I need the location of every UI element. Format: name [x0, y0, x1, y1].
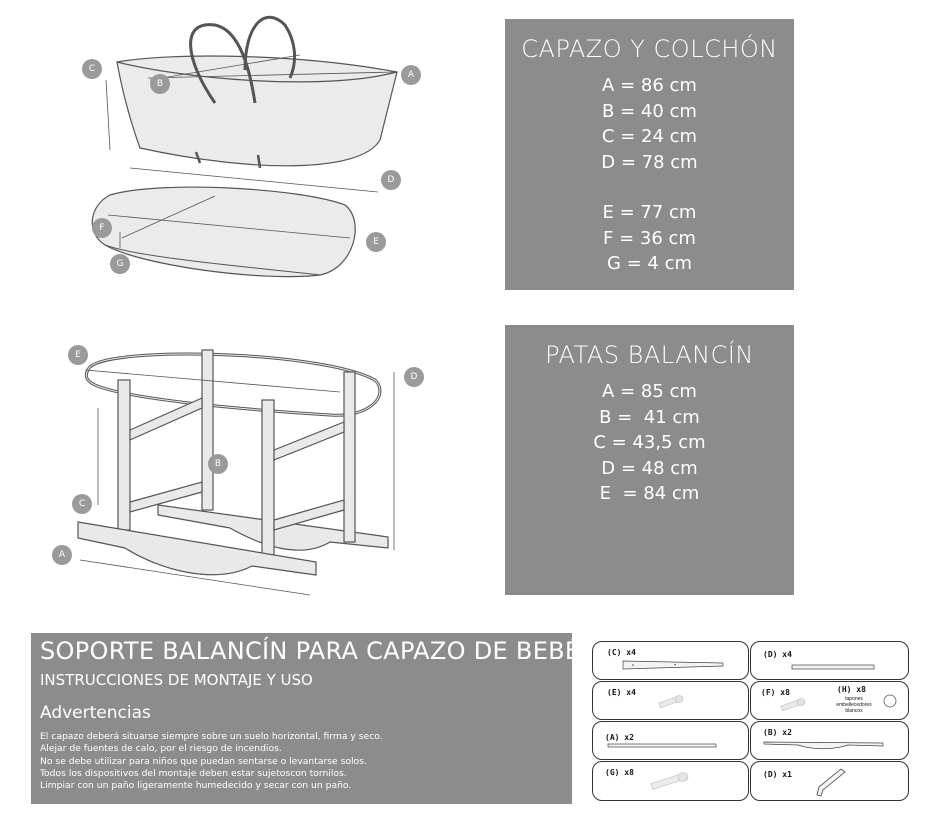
patas-title: PATAS BALANCÍN	[545, 341, 754, 369]
capazo-diagram	[75, 15, 420, 295]
capazo-badge-b: B	[150, 74, 170, 94]
part-b-rocker-icon	[763, 740, 885, 752]
part-label-f: (F) x8	[761, 688, 790, 697]
capazo-dimensions	[505, 73, 794, 277]
part-card-d	[750, 641, 909, 680]
patas-dimensions	[505, 379, 794, 507]
part-card-c	[592, 641, 749, 680]
warnings-heading: Advertencias	[40, 703, 151, 723]
patas-badge-d: D	[404, 367, 424, 387]
warning-item: Alejar de fuentes de calo, por el riesgo de incendios.	[40, 743, 282, 755]
patas-dim-e: E = 84 cm	[599, 483, 700, 504]
capazo-dimensions-panel	[505, 19, 794, 290]
part-a-rocker-icon	[607, 743, 717, 749]
part-h-cap-icon	[882, 693, 898, 709]
colchon-dim-e: E = 77 cm	[602, 202, 697, 223]
warning-item: Todos los dispositivos del montaje deben estar sujetoscon tornilos.	[40, 767, 347, 779]
capazo-dim-d: D = 78 cm	[601, 151, 698, 173]
instructions-title: SOPORTE BALANCÍN PARA CAPAZO DE BEBÉ	[40, 637, 581, 665]
capazo-badge-d: D	[381, 170, 401, 190]
patas-dim-d: D = 48 cm	[601, 457, 698, 479]
capazo-dim-a: A = 86 cm	[602, 75, 697, 96]
part-card-b	[750, 721, 909, 760]
patas-badge-a: A	[52, 545, 72, 565]
part-label-h: (H) x8	[837, 685, 866, 694]
part-d-crossbar-icon	[791, 664, 876, 671]
colchon-badge-e: E	[366, 232, 386, 252]
part-label-a: (A) x2	[605, 733, 634, 742]
patas-badge-e: E	[68, 345, 88, 365]
patas-dim-c: C = 43,5 cm	[593, 432, 706, 453]
colchon-badge-g: G	[110, 254, 130, 274]
colchon-badge-f: F	[92, 218, 112, 238]
part-card-e	[592, 681, 749, 720]
part-e-screw-icon	[657, 694, 687, 710]
capazo-dim-c: C = 24 cm	[601, 126, 698, 147]
instructions-subtitle: INSTRUCCIONES DE MONTAJE Y USO	[40, 671, 313, 689]
part-label-g: (G) x8	[605, 768, 634, 777]
part-label-c: (C) x4	[607, 648, 636, 657]
patas-dim-a: A = 85 cm	[602, 381, 697, 402]
part-g-screw-icon	[649, 770, 691, 792]
part-label-d-key: (D) x1	[763, 770, 792, 779]
part-label-d: (D) x4	[763, 650, 792, 659]
part-label-b: (B) x2	[763, 728, 792, 737]
capazo-badge-a: A	[401, 65, 421, 85]
part-f-bolt-icon	[779, 697, 809, 713]
patas-badge-c: C	[72, 494, 92, 514]
patas-diagram	[55, 340, 425, 600]
warnings-list	[40, 731, 383, 792]
part-h-note-line: blancos	[845, 708, 863, 714]
part-h-note-line: tapones	[845, 696, 863, 702]
part-card-g	[592, 761, 749, 801]
instructions-panel	[31, 633, 581, 804]
warning-item: Limpiar con un paño ligeramente humedecido y secar con un paño.	[40, 780, 352, 792]
colchon-dim-g: G = 4 cm	[606, 253, 693, 274]
part-label-e: (E) x4	[607, 688, 636, 697]
colchon-dim-f: F = 36 cm	[603, 227, 696, 249]
patas-dimensions-panel	[505, 325, 794, 595]
patas-badge-b: B	[208, 454, 228, 474]
part-card-d-key	[750, 761, 909, 801]
warning-item: El capazo deberá situarse siempre sobre un suelo horizontal, firma y seco.	[40, 731, 383, 742]
capazo-badge-c: C	[82, 59, 102, 79]
part-card-f-h	[750, 681, 909, 720]
part-h-note	[829, 696, 879, 714]
part-d-allen-key-icon	[813, 765, 849, 797]
warning-item: No se debe utilizar para niños que puedan sentarse o levantarse solos.	[40, 755, 367, 767]
capazo-dim-b: B = 40 cm	[602, 100, 697, 122]
part-h-note-line: embellecedores	[836, 702, 872, 708]
part-c-leg-icon	[621, 658, 731, 670]
patas-dim-b: B = 41 cm	[599, 406, 700, 428]
part-card-a	[592, 721, 749, 760]
capazo-title: CAPAZO Y COLCHÓN	[521, 35, 778, 63]
